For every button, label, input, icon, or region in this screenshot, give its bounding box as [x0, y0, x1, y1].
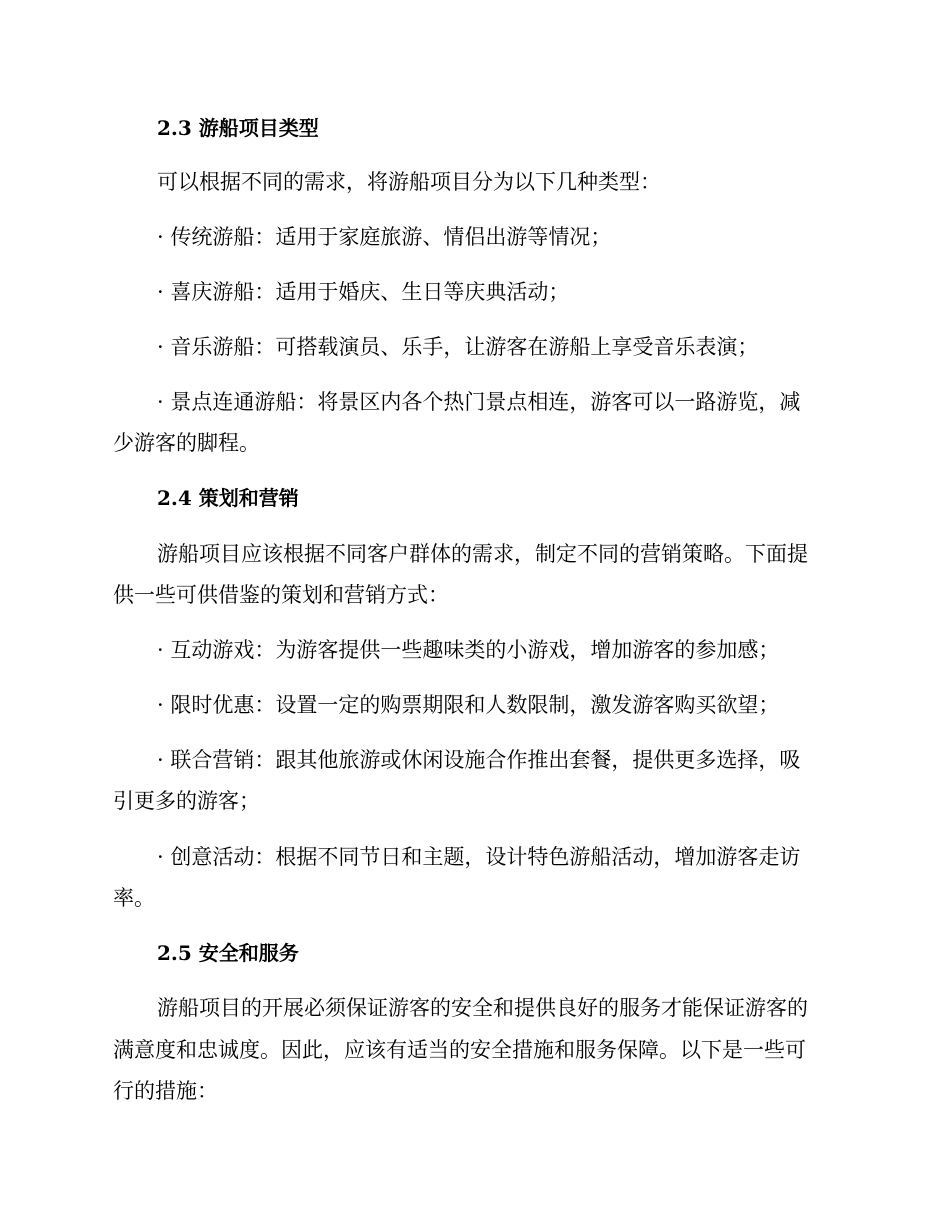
- paragraph-line: 供一些可供借鉴的策划和营销方式：: [113, 583, 449, 607]
- paragraph-line: 可以根据不同的需求，将游船项目分为以下几种类型：: [157, 170, 661, 194]
- paragraph-line: 游船项目的开展必须保证游客的安全和提供良好的服务才能保证游客的: [157, 996, 808, 1020]
- paragraph-line: 游船项目应该根据不同客户群体的需求，制定不同的营销策略。下面提: [157, 542, 808, 566]
- section-heading-2-4: 2.4 策划和营销: [157, 486, 299, 510]
- bullet-item: · 联合营销：跟其他旅游或休闲设施合作推出套餐，提供更多选择，吸: [157, 748, 801, 772]
- paragraph-line: 满意度和忠诚度。因此，应该有适当的安全措施和服务保障。以下是一些可: [113, 1038, 806, 1062]
- bullet-item: · 音乐游船：可搭载演员、乐手，让游客在游船上享受音乐表演；: [157, 335, 759, 359]
- bullet-item: · 互动游戏：为游客提供一些趣味类的小游戏，增加游客的参加感；: [157, 638, 780, 662]
- bullet-item: · 限时优惠：设置一定的购票期限和人数限制，激发游客购买欲望；: [157, 693, 780, 717]
- section-heading-2-3: 2.3 游船项目类型: [157, 116, 319, 140]
- bullet-item-continuation: 引更多的游客；: [113, 789, 260, 813]
- bullet-item: · 创意活动：根据不同节日和主题，设计特色游船活动，增加游客走访: [157, 845, 801, 869]
- bullet-item: · 传统游船：适用于家庭旅游、情侣出游等情况；: [157, 225, 612, 249]
- section-heading-2-5: 2.5 安全和服务: [157, 941, 299, 965]
- bullet-item-continuation: 少游客的脚程。: [113, 431, 260, 455]
- bullet-item: · 景点连通游船：将景区内各个热门景点相连，游客可以一路游览，减: [157, 390, 801, 414]
- paragraph-line: 行的措施：: [113, 1079, 218, 1103]
- bullet-item: · 喜庆游船：适用于婚庆、生日等庆典活动；: [157, 280, 570, 304]
- bullet-item-continuation: 率。: [113, 886, 155, 910]
